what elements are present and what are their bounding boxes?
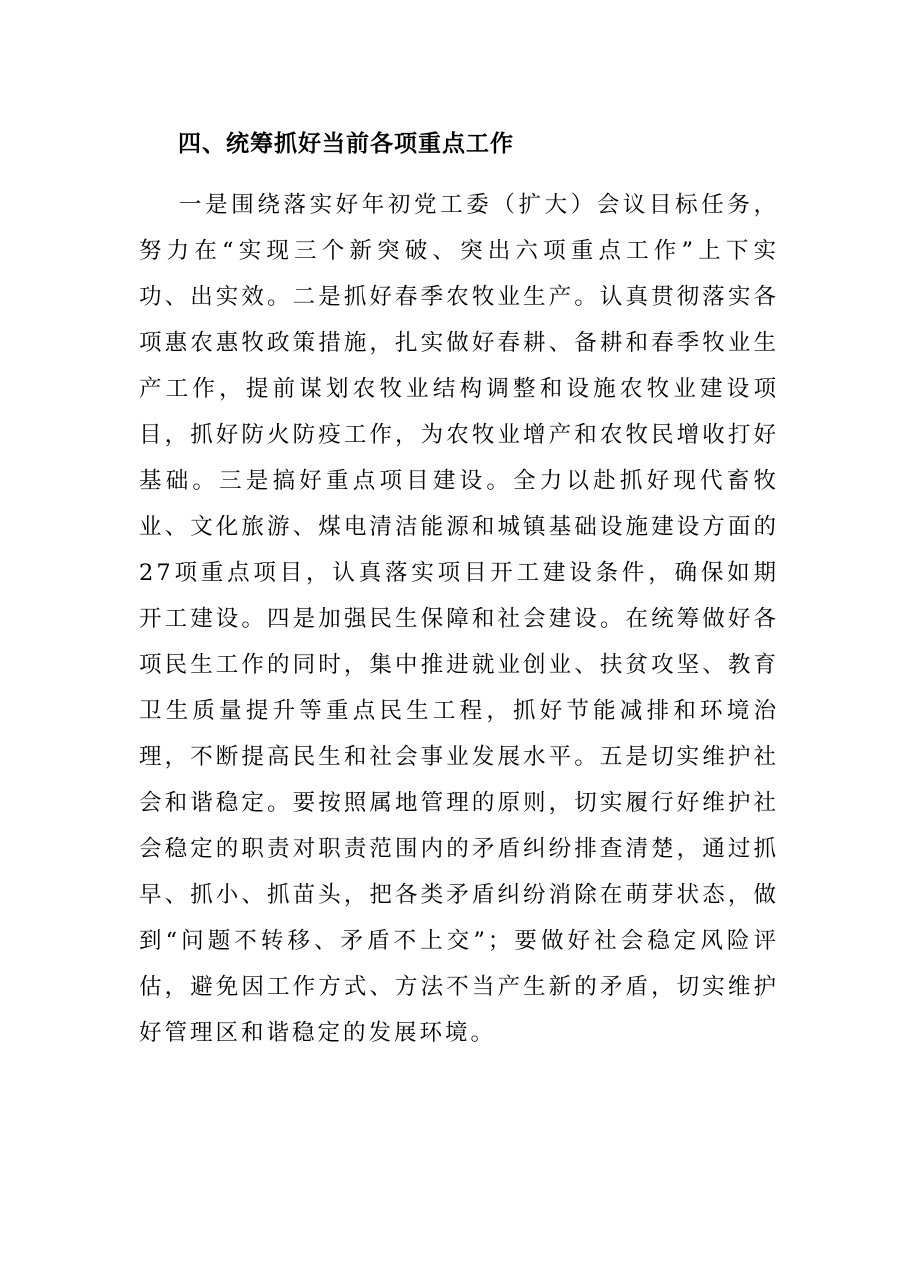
section-heading: 四、统筹抓好当前各项重点工作 xyxy=(178,131,514,157)
body-paragraph: 一是围绕落实好年初党工委（扩大）会议目标任务，努力在“实现三个新突破、突出六项重点工作”上下实功、出实效。二是抓好春季农牧业生产。认真贯彻落实各项惠农惠牧政策措施，扎实做好春耕、备耕和春季牧业生产工作，提前谋划农牧业结构调整和设施农牧业建设项目，抓好防火防疫工作，为农牧业增产和农牧民增收打好基础。三是搞好重点项目建设。全力以赴抓好现代畜牧业、文化旅游、煤电清洁能源和城镇基础设施建设方面的27项重点项目，认真落实项目开工建设条件，确保如期开工建设。四是加强民生保障和社会建设。在统筹做好各项民生工作的同时，集中推进就业创业、扶贫攻坚、教育卫生质量提升等重点民生工程，抓好节能减排和环境治理，不断提高民生和社会事业发展水平。五是切实维护社会和谐稳定。要按照属地管理的原则，切实履行好维护社会稳定的职责对职责范围内的矛盾纠纷排查清楚，通过抓早、抓小、抓苗头，把各类矛盾纠纷消除在萌芽状态，做到“问题不转移、矛盾不上交”；要做好社会稳定风险评估，避免因工作方式、方法不当产生新的矛盾，切实维护好管理区和谐稳定的发展环境。 xyxy=(139,192,779,1046)
